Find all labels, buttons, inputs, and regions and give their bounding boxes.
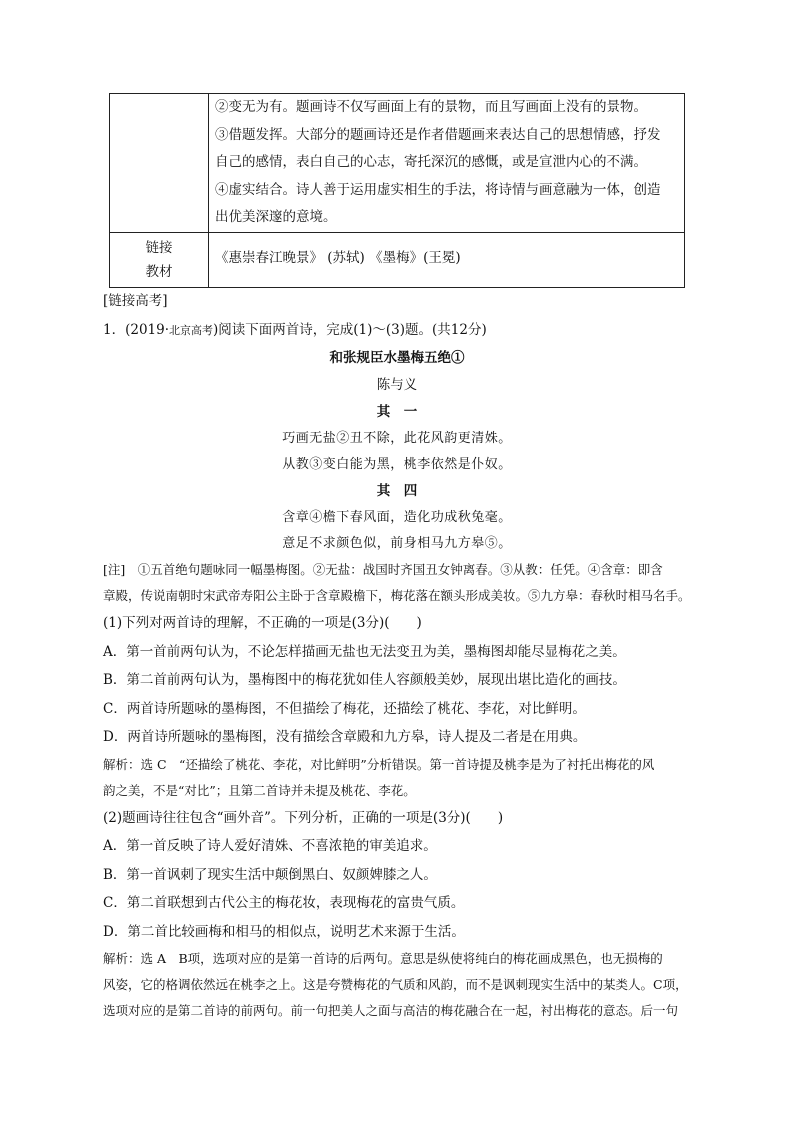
method-table: [109, 93, 685, 288]
q1-option-d: D．两首诗所题咏的墨梅图，没有描绘含章殿和九方皋，诗人提及二者是在用典。: [103, 729, 587, 745]
question-intro: [103, 316, 691, 346]
poem-part2-heading: 其 四: [376, 483, 418, 499]
textbook-label: 教材: [145, 263, 173, 280]
poem-title: 和张规臣水墨梅五绝①: [329, 350, 465, 366]
link-label: 链接: [145, 239, 173, 256]
question-instruction: )阅读下面两首诗，完成(1)～(3)题。(共12分): [213, 321, 487, 338]
q2-analysis: 解析：选 A B项，选项对应的是第一首诗的后两句。意思是纵使将纯白的梅花画成黑色，也无损梅的: [103, 951, 663, 966]
linked-textbook-poems: 《惠崇春江晚景》 (苏轼) 《墨梅》(王冕): [215, 249, 461, 266]
poem-line: 含章④檐下春风面，造化功成秋兔毫。: [282, 510, 512, 525]
question-source: 北京高考: [169, 323, 214, 337]
note-text: ①五首绝句题咏同一幅墨梅图。②无盐：战国时齐国丑女钟离春。③从教：任凭。④含章：即含: [137, 562, 663, 577]
poem-part1-heading: 其 一: [376, 404, 418, 420]
q1-analysis-cont: 韵之美，不是“对比”；且第二首诗并未提及桃花、李花。: [103, 782, 416, 798]
poem-note-cont: 章殿，传说南朝时宋武帝寿阳公主卧于含章殿檐下，梅花落在额头形成美妆。⑤九方皋：春秋时相马名手。: [103, 588, 691, 603]
note-label: [注]: [103, 562, 126, 577]
table-row: [110, 94, 685, 233]
table-label-cell: [110, 94, 209, 233]
q1-stem: (1)下列对两首诗的理解，不正确的一项是(3分)( ): [103, 615, 422, 631]
q2-stem: (2)题画诗往往包含“画外音”。下列分析，正确的一项是(3分)( ): [103, 809, 504, 826]
question-number: 1．(2019·: [103, 321, 170, 338]
table-line: ②变无为有。题画诗不仅写画面上有的景物，而且写画面上没有的景物。: [215, 99, 647, 115]
q2-option-d: D．第二首比较画梅和相马的相似点，说明艺术来源于生活。: [103, 923, 465, 940]
q2-option-b: B．第一首讽刺了现实生活中颠倒黑白、奴颜婢膝之人。: [103, 866, 437, 883]
q1-option-a: A．第一首前两句认为，不论怎样描画无盐也无法变丑为美，墨梅图却能尽显梅花之美。: [103, 643, 626, 660]
q1-analysis: 解析：选 C “还描绘了桃花、李花，对比鲜明”分析错误。第一首诗提及桃李是为了衬托出梅花的风: [103, 756, 655, 772]
q2-option-c: C．第二首联想到古代公主的梅花妆，表现梅花的富贵气质。: [103, 895, 465, 911]
table-label-cell: [110, 232, 209, 287]
q2-analysis-cont: 风姿，它的格调依然远在桃李之上。这是夸赞梅花的气质和风韵，而不是讽刺现实生活中的某类人。C项，: [103, 977, 688, 992]
q1-option-b: B．第二首前两句认为，墨梅图中的梅花犹如佳人容颜般美妙，展现出堪比造化的画技。: [103, 672, 626, 688]
table-line: ③借题发挥。大部分的题画诗还是作者借题画来表达自己的思想情感，抒发: [215, 126, 661, 143]
table-line: 自己的感情，表白自己的心志，寄托深沉的感慨，或是宣泄内心的不满。: [215, 154, 647, 170]
table-content-cell: [209, 94, 685, 233]
q2-analysis-cont: 选项对应的是第二首诗的前两句。前一句把美人之面与高洁的梅花融合在一起，衬出梅花的意态。后一句: [103, 1003, 679, 1018]
poem-note: [103, 557, 691, 583]
table-line: ④虚实结合。诗人善于运用虚实相生的手法，将诗情与画意融为一体，创造: [215, 181, 661, 198]
poem-author: 陈与义: [376, 377, 418, 393]
table-row: [110, 232, 685, 287]
q2-option-a: A．第一首反映了诗人爱好清姝、不喜浓艳的审美追求。: [103, 838, 437, 854]
poem-line: 意足不求颜色似，前身相马九方皋⑤。: [282, 536, 512, 551]
table-content-cell: [209, 232, 685, 287]
q1-option-c: C．两首诗所题咏的墨梅图，不但描绘了梅花，还描绘了桃花、李花，对比鲜明。: [103, 700, 586, 717]
poem-line: 从教③变白能为黑，桃李依然是仆奴。: [282, 457, 512, 472]
section-label: [链接高考]: [103, 293, 168, 309]
main-content: [103, 287, 691, 1024]
poem-line: 巧画无盐②丑不除，此花风韵更清姝。: [282, 431, 512, 446]
table-line: 出优美深邃的意境。: [215, 209, 337, 225]
